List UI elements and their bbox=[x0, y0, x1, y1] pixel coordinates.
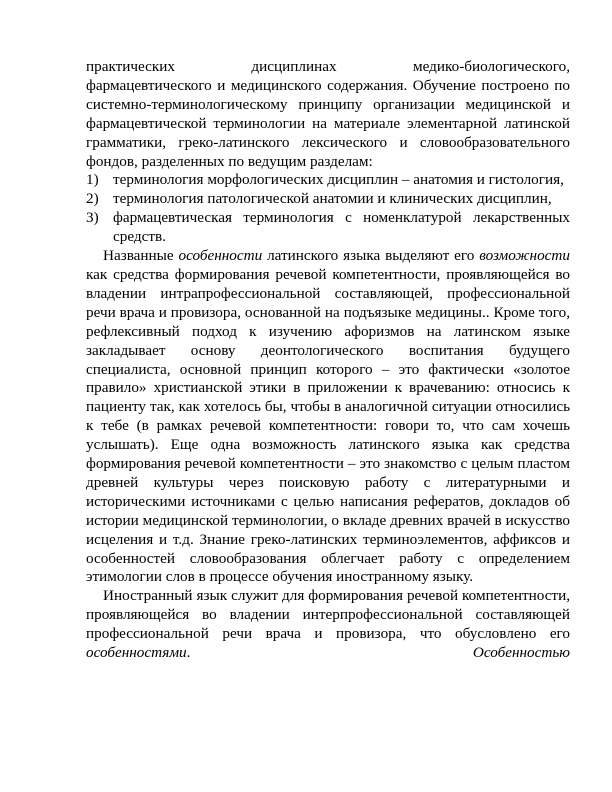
foreign-language-paragraph bbox=[86, 587, 570, 663]
para2-emphasis-features: особенности bbox=[178, 247, 263, 265]
intro-line-1: практических дисциплинах медико-биологического, bbox=[86, 58, 570, 75]
list-item-text: терминология морфологических дисциплин – анатомия и гистология, bbox=[113, 171, 564, 189]
para2-text-c: как средства формирования речевой компетентности, проявляющейся во владении интрапрофессиональной составляющей, профессиональной речи врача и провизора, основанной на подъязыке медицины.. Кроме того, рефлексивный подход к изучению афоризмов на латинском языке закладывает основу деонтологического воспитания будущего специалиста, основной принцип которого – это фактически «золотое правило» христианской этики в приложении к врачеванию: относись к пациенту так, как хотелось бы, чтобы в аналогичной ситуации относились к тебе (в рамках речевой компетентности: говори то, что сам хочешь услышать). Еще одна возможность латинского языка как средства формирования речевой компетентности – это знакомство с целым пластом древней культуры через поисковую работу с литературными и историческими источниками с целью написания рефератов, докладов об истории медицинской терминологии, о вкладе древних врачей в искусство исцеления и т.д. Знание греко-латинских терминоэлементов, аффиксов и особенностей словообразования облегчает работу с определением этимологии слов в процессе обучения иностранному языку. bbox=[86, 265, 570, 586]
list-item-number: 2) bbox=[86, 190, 99, 208]
list-item-number: 3) bbox=[86, 209, 99, 227]
document-page bbox=[86, 58, 570, 663]
list-item-text: фармацевтическая терминология с номенклатурой лекарственных средств. bbox=[113, 209, 570, 246]
intro-paragraph: фармацевтического и медицинского содержания. Обучение построено по системно-терминологическому принципу организации медицинской и фармацевтической терминологии на материале элементарной латинской грамматики, греко-латинского лексического и словообразовательного фондов, разделенных по ведущим разделам: bbox=[86, 76, 570, 170]
para3-emphasis-feature: Особенностью bbox=[472, 644, 570, 662]
para2-text-a: Названные bbox=[103, 247, 179, 265]
latin-possibilities-paragraph bbox=[86, 247, 570, 587]
list-item-number: 1) bbox=[86, 171, 99, 189]
para3-text-b: . bbox=[186, 644, 473, 662]
list-item bbox=[86, 171, 570, 190]
list-item bbox=[86, 190, 570, 209]
list-item bbox=[86, 209, 570, 247]
para3-emphasis-features: особенностями bbox=[86, 644, 187, 662]
para2-text-b: латинского языка выделяют его bbox=[262, 247, 480, 265]
para3-text-a: Иностранный язык служит для формирования речевой компетентности, проявляющейся во владении интерпрофессиональной составляющей профессиональной речи врача и провизора, что обусловлено его bbox=[86, 587, 570, 643]
para2-emphasis-possibilities: возможности bbox=[479, 247, 570, 265]
list-item-text: терминология патологической анатомии и клинических дисциплин, bbox=[113, 190, 552, 208]
section-list bbox=[86, 171, 570, 247]
